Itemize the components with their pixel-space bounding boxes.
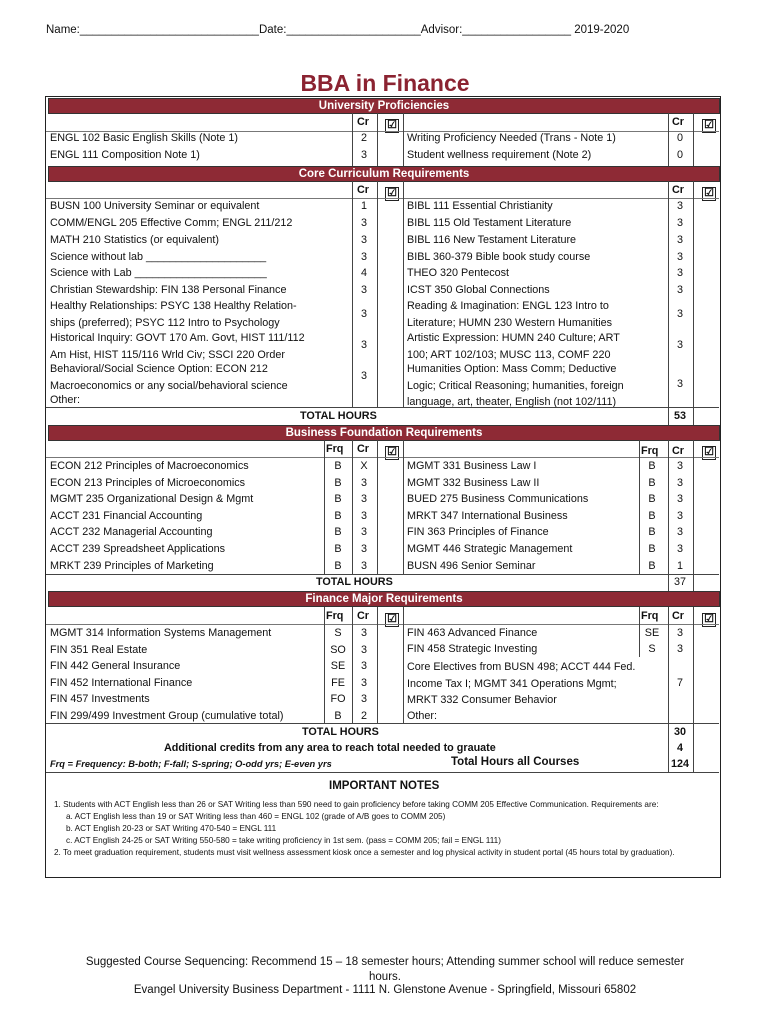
section-finance-header: Finance Major Requirements <box>48 591 720 607</box>
course-fin463: FIN 463 Advanced Finance <box>407 627 538 639</box>
course-name: MRKT 347 International Business <box>407 509 568 522</box>
course-theo320: THEO 320 Pentecost <box>407 267 510 279</box>
business-total: 37 <box>673 576 686 588</box>
check-icon: ☑ <box>702 183 716 201</box>
credits: 3 <box>360 370 367 382</box>
course-bibl115: BIBL 115 Old Testament Literature <box>407 217 572 229</box>
credits: 3 <box>360 526 367 539</box>
frequency: SO <box>330 643 346 656</box>
course-engl102: ENGL 102 Basic English Skills (Note 1) <box>50 132 239 144</box>
course-humanities-option: Humanities Option: Mass Comm; Deductive Logic; Critical Reasoning; humanities, foreign language, art, theater, English (not 102/111) <box>407 363 624 409</box>
section-university-header: University Proficiencies <box>48 98 720 114</box>
frequency: B <box>648 493 656 506</box>
credits: 3 <box>360 559 367 572</box>
course-comm205: COMM/ENGL 205 Effective Comm; ENGL 211/212 <box>50 217 293 229</box>
frequency: B <box>334 493 342 506</box>
frequency: B <box>648 460 656 472</box>
cr-header: Cr <box>357 184 369 196</box>
credits: 3 <box>360 284 367 296</box>
core-total: 53 <box>673 410 686 422</box>
course-other: Other: <box>407 710 438 722</box>
credits: 1 <box>676 559 683 572</box>
course-bibl360: BIBL 360-379 Bible book study course <box>407 251 591 263</box>
credits: 3 <box>676 627 683 639</box>
frequency: B <box>648 476 656 489</box>
course-name: BUSN 496 Senior Seminar <box>407 559 536 572</box>
section-core-header: Core Curriculum Requirements <box>48 166 720 182</box>
sequencing-note-line2: hours. <box>369 971 401 983</box>
credits: 3 <box>676 234 683 246</box>
frequency: S <box>648 643 656 655</box>
course-science-lab: Science with Lab ______________________ <box>50 267 267 279</box>
course-name: ACCT 239 Spreadsheet Applications <box>50 543 226 555</box>
header-fields: Name:____________________________Date:_____________________Advisor:_________________ 2019-2020 <box>46 24 630 36</box>
sequencing-note-line1: Suggested Course Sequencing: Recommend 15 – 18 semester hours; Attending summer school will reduce semester <box>85 956 685 968</box>
course-name: FIN 363 Principles of Finance <box>407 526 549 539</box>
credits: 3 <box>360 308 367 320</box>
course-name: ACCT 231 Financial Accounting <box>50 509 203 522</box>
credits: 3 <box>360 693 367 706</box>
course-math210: MATH 210 Statistics (or equivalent) <box>50 234 220 246</box>
credits: 3 <box>676 217 683 229</box>
credits: 3 <box>676 251 683 263</box>
frequency: B <box>334 509 342 522</box>
course-writing-proficiency: Writing Proficiency Needed (Trans - Note 1) <box>407 132 616 144</box>
credits: 3 <box>676 493 683 506</box>
credits: 0 <box>676 132 683 144</box>
frequency-legend: Frq = Frequency: B-both; F-fall; S-spring; O-odd yrs; E-even yrs <box>50 759 332 769</box>
credits: 3 <box>360 339 367 351</box>
frequency: B <box>334 526 342 539</box>
course-engl111: ENGL 111 Composition Note 1) <box>50 149 200 161</box>
course-student-wellness: Student wellness requirement (Note 2) <box>407 149 592 161</box>
frequency: FE <box>331 676 345 689</box>
credits: 3 <box>360 643 367 656</box>
course-name: MGMT 235 Organizational Design & Mgmt <box>50 493 254 506</box>
course-other: Other: <box>50 394 81 406</box>
check-icon: ☑ <box>702 442 716 460</box>
check-icon: ☑ <box>385 609 399 627</box>
credits: 2 <box>360 710 367 722</box>
course-name: ECON 212 Principles of Macroeconomics <box>50 460 249 472</box>
cr-header: Cr <box>357 443 369 455</box>
credits: 3 <box>360 660 367 673</box>
credits: 7 <box>676 677 683 689</box>
credits: 3 <box>360 217 367 229</box>
check-icon: ☑ <box>385 442 399 460</box>
frq-header: Frq <box>641 610 659 622</box>
frequency: SE <box>330 660 346 673</box>
credits: 0 <box>676 149 683 161</box>
frequency: B <box>648 543 656 555</box>
credits: 1 <box>360 200 367 212</box>
course-name: ECON 213 Principles of Microeconomics <box>50 476 246 489</box>
course-fin458: FIN 458 Strategic Investing <box>407 643 538 655</box>
course-bibl111: BIBL 111 Essential Christianity <box>407 200 553 212</box>
cr-header: Cr <box>672 116 684 128</box>
course-name: MGMT 332 Business Law II <box>407 476 540 489</box>
check-icon: ☑ <box>385 115 399 133</box>
cr-header: Cr <box>672 610 684 622</box>
credits: 3 <box>360 149 367 161</box>
credits: 3 <box>360 627 367 639</box>
section-business-header: Business Foundation Requirements <box>48 425 720 441</box>
credits: 3 <box>676 267 683 279</box>
additional-credits: 4 <box>676 742 683 754</box>
credits: 3 <box>360 509 367 522</box>
credits: 3 <box>360 493 367 506</box>
frequency: FO <box>330 693 346 706</box>
credits: 3 <box>676 509 683 522</box>
course-fin138: Christian Stewardship: FIN 138 Personal Finance <box>50 284 287 296</box>
frq-header: Frq <box>326 443 344 455</box>
cr-header: Cr <box>357 116 369 128</box>
note-1c: c. ACT English 24-25 or SAT Writing 550-580 = take writing proficiency in 1st sem. (pass = COMM 205; fail = ENGL 111) <box>66 836 501 845</box>
frq-header: Frq <box>326 610 344 622</box>
credits: 4 <box>360 267 367 279</box>
course-name: ACCT 232 Managerial Accounting <box>50 526 213 539</box>
course-historical-inquiry: Historical Inquiry: GOVT 170 Am. Govt, HIST 111/112 Am Hist, HIST 115/116 Wrld Civ; SSCI 220 Order <box>50 332 305 361</box>
additional-credits-label: Additional credits from any area to reach total needed to grauate <box>164 742 496 754</box>
course-busn100: BUSN 100 University Seminar or equivalent <box>50 200 260 212</box>
course-name: MGMT 314 Information Systems Management <box>50 627 272 639</box>
credits: 3 <box>676 526 683 539</box>
course-name: FIN 442 General Insurance <box>50 660 181 673</box>
frequency: B <box>334 460 342 472</box>
course-icst350: ICST 350 Global Connections <box>407 284 550 296</box>
cr-header: Cr <box>357 610 369 622</box>
page-title: BBA in Finance <box>300 70 470 96</box>
frequency: B <box>648 526 656 539</box>
check-icon: ☑ <box>702 609 716 627</box>
frequency: B <box>334 710 342 722</box>
frequency: B <box>648 509 656 522</box>
total-hours-label: TOTAL HOURS <box>316 576 393 588</box>
credits: 3 <box>360 234 367 246</box>
frequency: B <box>334 543 342 555</box>
course-name: MGMT 446 Strategic Management <box>407 543 573 555</box>
course-name: FIN 452 International Finance <box>50 676 193 689</box>
course-name: MGMT 331 Business Law I <box>407 460 537 472</box>
credits: 3 <box>676 284 683 296</box>
note-1: 1. Students with ACT English less than 26 or SAT Writing less than 590 need to gain proficiency before taking COMM 205 Effective Communication. Requirements are: <box>54 800 659 809</box>
cr-header: Cr <box>672 445 684 457</box>
total-all-label: Total Hours all Courses <box>451 756 580 768</box>
course-name: BUED 275 Business Communications <box>407 493 589 506</box>
course-healthy-relationships: Healthy Relationships: PSYC 138 Healthy Relation- ships (preferred); PSYC 112 Intro to Psychology <box>50 300 297 329</box>
course-core-electives: Core Electives from BUSN 498; ACCT 444 Fed. Income Tax I; MGMT 341 Operations Mgmt; MRKT 332 Consumer Behavior <box>407 661 636 707</box>
frequency: SE <box>644 627 660 639</box>
course-behavioral-social: Behavioral/Social Science Option: ECON 212 Macroeconomics or any social/behavioral science <box>50 363 288 392</box>
course-name: MRKT 239 Principles of Marketing <box>50 559 214 572</box>
credits: 3 <box>676 339 683 351</box>
credits: X <box>360 460 368 472</box>
course-artistic-expression: Artistic Expression: HUMN 240 Culture; ART 100; ART 102/103; MUSC 113, COMF 220 <box>407 332 620 361</box>
department-address: Evangel University Business Department - 1111 N. Glenstone Avenue - Springfield, Missouri 65802 <box>133 984 637 996</box>
credits: 3 <box>676 543 683 555</box>
important-notes-title: IMPORTANT NOTES <box>329 780 440 792</box>
requirements-form <box>45 96 721 878</box>
frq-header: Frq <box>641 445 659 457</box>
course-science-no-lab: Science without lab ____________________ <box>50 251 267 263</box>
credits: 3 <box>676 378 683 390</box>
frequency: S <box>334 627 342 639</box>
frequency: B <box>648 559 656 572</box>
credits: 3 <box>676 476 683 489</box>
credits: 3 <box>360 676 367 689</box>
course-name: FIN 351 Real Estate <box>50 643 148 656</box>
credits: 3 <box>676 643 683 655</box>
credits: 2 <box>360 132 367 144</box>
frequency: B <box>334 559 342 572</box>
credits: 3 <box>360 476 367 489</box>
course-name: FIN 299/499 Investment Group (cumulative total) <box>50 710 284 722</box>
credits: 3 <box>676 308 683 320</box>
credits: 3 <box>676 460 683 472</box>
credits: 3 <box>676 200 683 212</box>
check-icon: ☑ <box>385 183 399 201</box>
finance-total: 30 <box>673 726 686 738</box>
credits: 3 <box>360 543 367 555</box>
note-1b: b. ACT English 20-23 or SAT Writing 470-540 = ENGL 111 <box>66 824 277 833</box>
course-bibl116: BIBL 116 New Testament Literature <box>407 234 577 246</box>
note-1a: a. ACT English less than 19 or SAT Writing less than 460 = ENGL 102 (grade of A/B goes to COMM 205) <box>66 812 446 821</box>
total-hours-label: TOTAL HOURS <box>302 726 379 738</box>
credits: 3 <box>360 251 367 263</box>
course-name: FIN 457 Investments <box>50 693 150 706</box>
frequency: B <box>334 476 342 489</box>
cr-header: Cr <box>672 184 684 196</box>
all-courses-total: 124 <box>670 758 689 770</box>
check-icon: ☑ <box>702 115 716 133</box>
course-reading-imagination: Reading & Imagination: ENGL 123 Intro to Literature; HUMN 230 Western Humanities <box>407 300 613 329</box>
note-2: 2. To meet graduation requirement, students must visit wellness assessment kiosk once a semester and log physical activity in student portal (45 hours total by graduation). <box>54 848 675 857</box>
total-hours-label: TOTAL HOURS <box>300 410 377 422</box>
